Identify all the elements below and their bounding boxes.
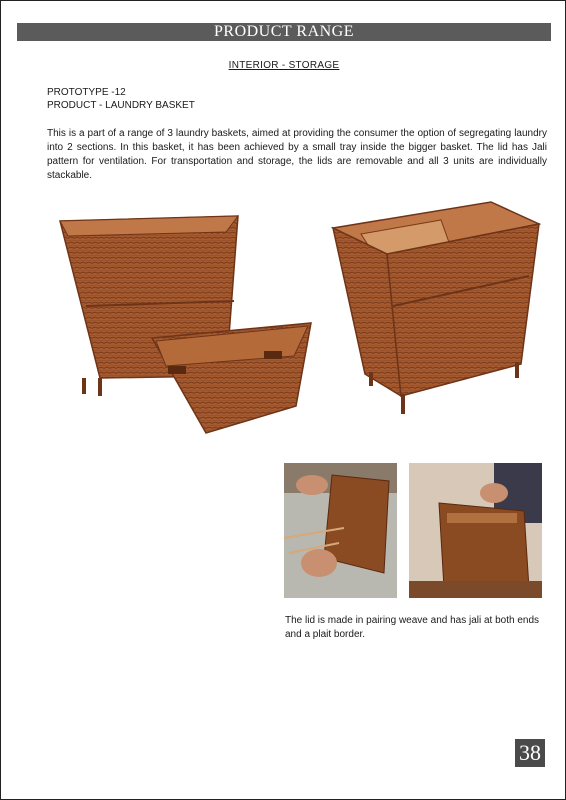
section-title: INTERIOR - STORAGE xyxy=(228,60,340,71)
prototype-label: PROTOTYPE -12 xyxy=(47,87,126,98)
product-description: This is a part of a range of 3 laundry baskets, aimed at providing the consumer the option of segregating laundry into 2 sections. In this basket, it has been achieved by a small tray inside the bigger basket. The lid has Jali pattern for ventilation. For transportation and storage, the lids are removable and all 3 units are individually stackable. xyxy=(47,128,547,181)
page-number: 38 xyxy=(515,739,545,767)
photo-basket-inner-tray xyxy=(331,196,543,421)
photo-weaving-lid-2 xyxy=(409,463,542,598)
photo-basket-with-tray xyxy=(56,206,316,441)
photo-weaving-lid-1 xyxy=(284,463,397,598)
product-info xyxy=(47,86,195,112)
product-name: PRODUCT - LAUNDRY BASKET xyxy=(47,100,195,111)
page-header: PRODUCT RANGE xyxy=(17,23,551,41)
photo-caption: The lid is made in pairing weave and has jali at both ends and a plait border. xyxy=(285,615,540,640)
